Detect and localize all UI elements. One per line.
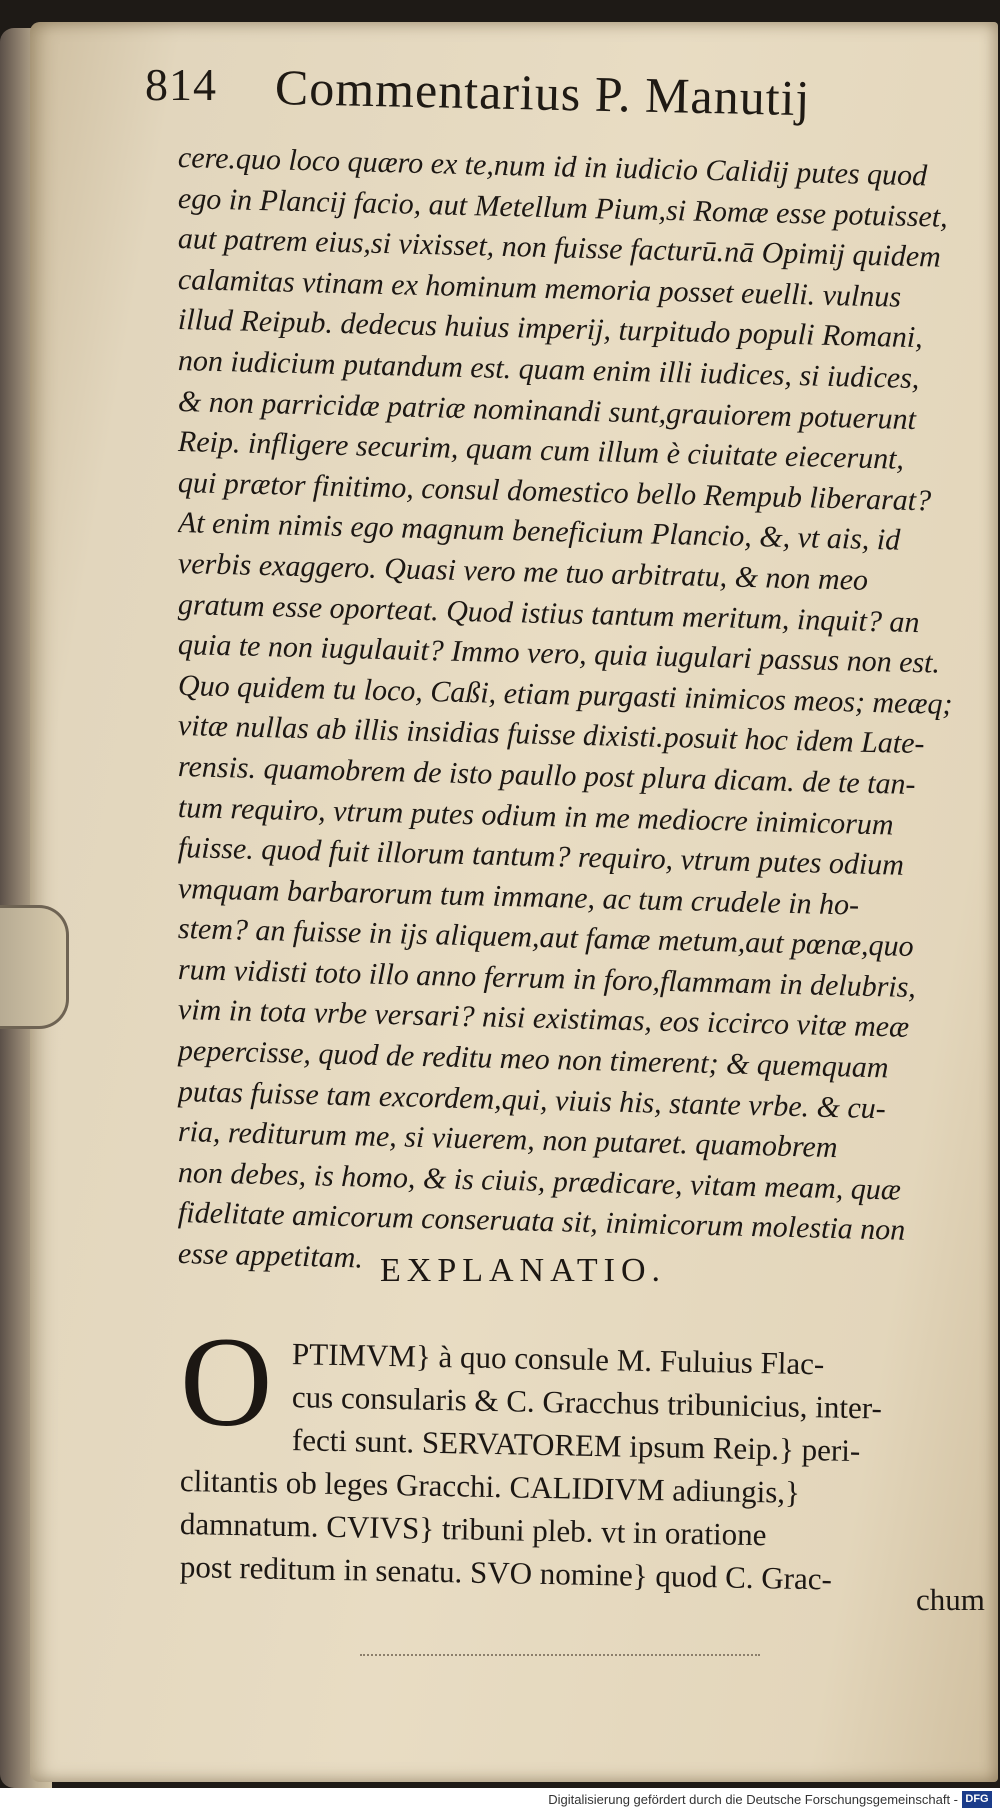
footer-strip: [0, 1788, 1000, 1812]
explanatio-text: [179, 1330, 980, 1597]
explanatio-line: clitantis ob leges Gracchi. CALIDIVM adiungis,}: [179, 1463, 801, 1510]
text-line: rum vidisti toto illo anno ferrum in foro,flammam in delubris,: [177, 952, 917, 1004]
text-line: & non parricidæ patriæ nominandi sunt,grauiorem potuerunt: [177, 384, 917, 436]
dfg-logo: DFG: [962, 1791, 992, 1808]
text-line: ego in Plancij facio, aut Metellum Pium,si Romæ esse potuisset,: [177, 181, 949, 234]
explanatio-line: fecti sunt. SERVATOREM ipsum Reip.} peri-: [291, 1422, 861, 1469]
text-line: fuisse. quod fuit illorum tantum? requiro, vtrum putes odium: [177, 831, 905, 882]
text-line: pepercisse, quod de reditu meo non timerent; & quemquam: [177, 1034, 889, 1085]
text-line: putas fuisse tam excordem,qui, viuis his, stante vrbe. & cu-: [177, 1074, 887, 1125]
text-line: verbis exaggero. Quasi vero me tuo arbitratu, & non meo: [177, 546, 869, 597]
commentary-text: [178, 138, 973, 1275]
text-line: ria, rediturum me, si viuerem, non putaret. quamobrem: [177, 1115, 838, 1165]
explanatio-line: cus consularis & C. Gracchus tribunicius, inter-: [291, 1379, 883, 1426]
drop-cap: O: [180, 1311, 273, 1453]
book-clasp: [0, 905, 69, 1029]
explanatio-line: PTIMVM} à quo consule M. Fuluius Flac-: [291, 1336, 825, 1382]
text-line: gratum esse oporteat. Quod istius tantum meritum, inquit? an: [177, 587, 920, 639]
catchword: chum: [916, 1582, 985, 1617]
page-header: [145, 58, 975, 138]
page-number: 814: [145, 59, 217, 110]
text-line: illud Reipub. dedecus huius imperij, turpitudo populi Romani,: [177, 303, 924, 355]
text-line: Reip. infligere securim, quam cum illum è ciuitate eiecerunt,: [177, 425, 905, 476]
text-line: vitæ nullas ab illis insidias fuisse dixisti.posuit hoc idem Late-: [177, 709, 925, 761]
text-line: tum requiro, vtrum putes odium in me mediocre inimicorum: [177, 790, 894, 841]
section-heading: EXPLANATIO.: [380, 1252, 667, 1289]
text-line: vim in tota vrbe versari? nisi existimas, eos iccirco vitæ meæ: [177, 993, 910, 1045]
text-line: quia te non iugulauit? Immo vero, quia iugulari passus non est.: [177, 628, 941, 680]
page-smudge: [360, 1654, 760, 1660]
text-line: rensis. quamobrem de isto paullo post plura dicam. de te tan-: [177, 749, 916, 801]
footer-credit: Digitalisierung gefördert durch die Deutsche Forschungsgemeinschaft -: [548, 1792, 958, 1807]
explanatio-line: post reditum in senatu. SVO nomine} quod C. Grac-: [179, 1549, 833, 1597]
text-line: calamitas vtinam ex hominum memoria posset euelli. vulnus: [177, 262, 902, 314]
text-line: Quo quidem tu loco, Caßi, etiam purgasti inimicos meos; meæq;: [177, 668, 953, 721]
text-line: stem? an fuisse in ijs aliquem,aut famæ metum,aut pœnæ,quo: [177, 912, 915, 964]
text-line: fidelitate amicorum conseruata sit, inimicorum molestia non: [177, 1196, 906, 1248]
text-line: vmquam barbarorum tum immane, ac tum crudele in ho-: [177, 871, 860, 922]
text-line: non iudicium putandum est. quam enim illi iudices, si iudices,: [177, 343, 920, 396]
text-line: esse appetitam.: [177, 1237, 364, 1275]
text-line: aut patrem eius,si vixisset, non fuisse facturū.nā Opimij quidem: [177, 222, 942, 274]
running-title: Commentarius P. Manutij: [274, 59, 811, 127]
text-line: qui prætor finitimo, consul domestico bello Rempub liberarat?: [177, 465, 932, 518]
text-line: At enim nimis ego magnum beneficium Plancio, &, vt ais, id: [177, 506, 901, 557]
text-line: cere.quo loco quæro ex te,num id in iudicio Calidij putes quod: [177, 141, 928, 193]
text-line: non debes, is homo, & is ciuis, prædicare, vitam meam, quæ: [177, 1155, 902, 1207]
explanatio-line: damnatum. CVIVS} tribuni pleb. vt in oratione: [179, 1506, 767, 1553]
